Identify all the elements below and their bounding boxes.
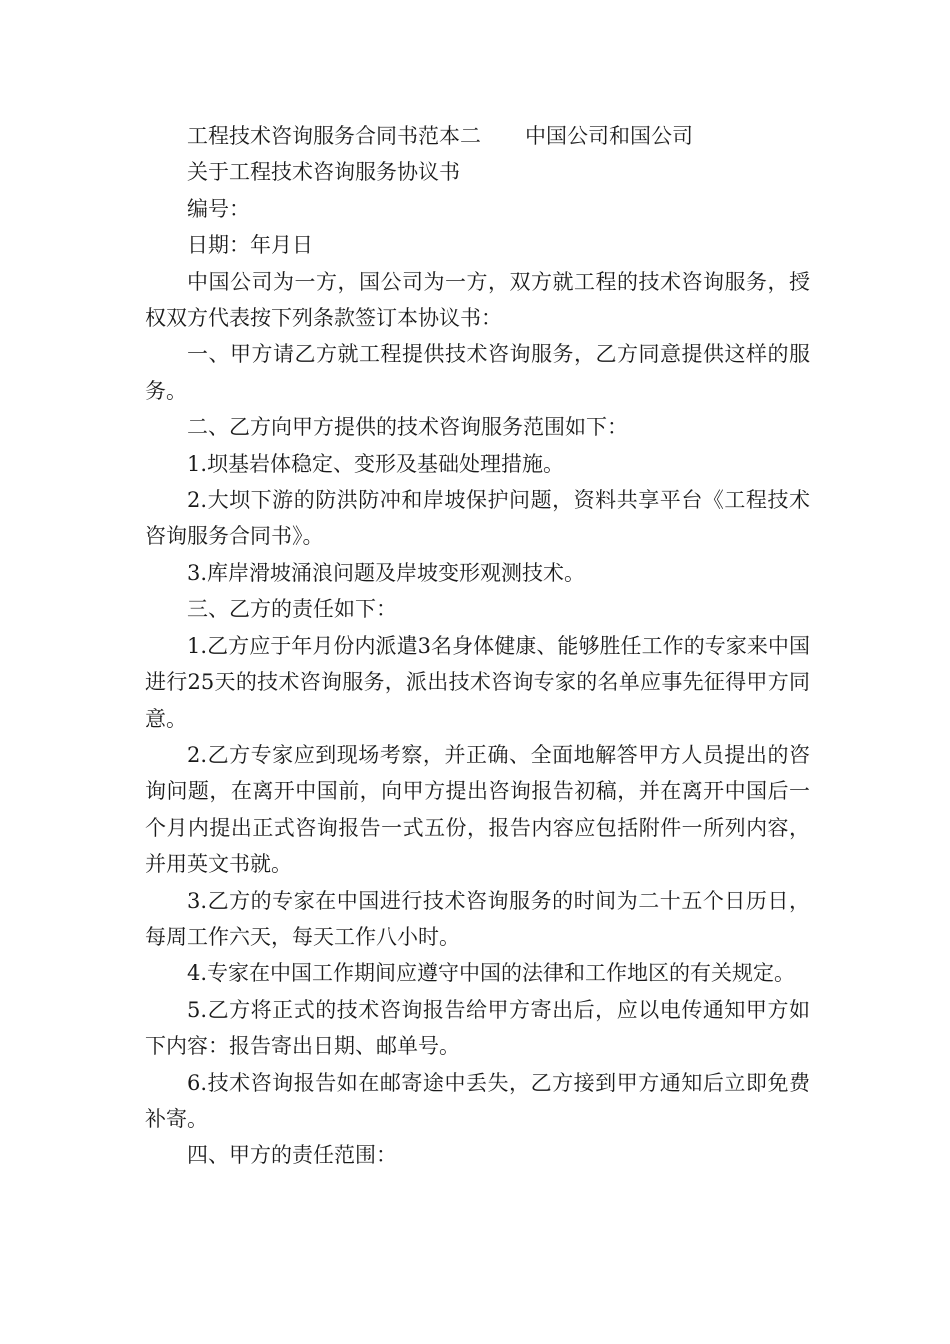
paragraph-clause-3: 三、乙方的责任如下： [187,597,397,622]
paragraph-clause-3-item-2: 2.乙方专家应到现场考察，并正确、全面地解答甲方人员提出的咨询问题，在离开中国前，向甲方提出咨询报告初稿，并在离开中国后一个月内提出正式咨询报告一式五份，报告内容应包括附件一所列内容，并用英文书就。 [145,742,810,877]
paragraph-clause-3-item-5: 5.乙方将正式的技术咨询报告给甲方寄出后，应以电传通知甲方如下内容：报告寄出日期、邮单号。 [145,997,810,1059]
title-left: 工程技术咨询服务合同书范本二 [187,124,481,148]
paragraph-clause-3-item-1: 1.乙方应于年月份内派遣3名身体健康、能够胜任工作的专家来中国进行25天的技术咨询服务，派出技术咨询专家的名单应事先征得甲方同意。 [145,633,810,731]
paragraph-clause-2-item-1: 1.坝基岩体稳定、变形及基础处理措施。 [187,451,565,476]
paragraph-clause-2-item-2: 2.大坝下游的防洪防冲和岸坡保护问题，资料共享平台《工程技术咨询服务合同书》。 [145,488,810,549]
paragraph-clause-4: 四、甲方的责任范围： [187,1143,397,1168]
paragraph-clause-3-item-4: 4.专家在中国工作期间应遵守中国的法律和工作地区的有关规定。 [187,961,796,986]
document-body [145,118,810,1174]
paragraph-clause-1: 一、甲方请乙方就工程提供技术咨询服务，乙方同意提供这样的服务。 [145,342,810,403]
paragraph-clause-2: 二、乙方向甲方提供的技术咨询服务范围如下： [187,415,628,440]
document-subtitle: 关于工程技术咨询服务协议书 [187,160,460,185]
paragraph-clause-3-item-6: 6.技术咨询报告如在邮寄途中丢失，乙方接到甲方通知后立即免费补寄。 [145,1070,810,1131]
paragraph-intro: 中国公司为一方，国公司为一方，双方就工程的技术咨询服务，授权双方代表按下列条款签订本协议书： [145,269,810,331]
number-label: 编号： [187,196,250,221]
date-label: 日期：年月日 [187,233,313,258]
paragraph-clause-2-item-3: 3.库岸滑坡涌浪问题及岸坡变形观测技术。 [187,560,586,585]
document-title [145,118,810,154]
title-right: 中国公司和国公司 [525,124,693,148]
paragraph-clause-3-item-3: 3.乙方的专家在中国进行技术咨询服务的时间为二十五个日历日，每周工作六天，每天工作八小时。 [145,888,810,949]
